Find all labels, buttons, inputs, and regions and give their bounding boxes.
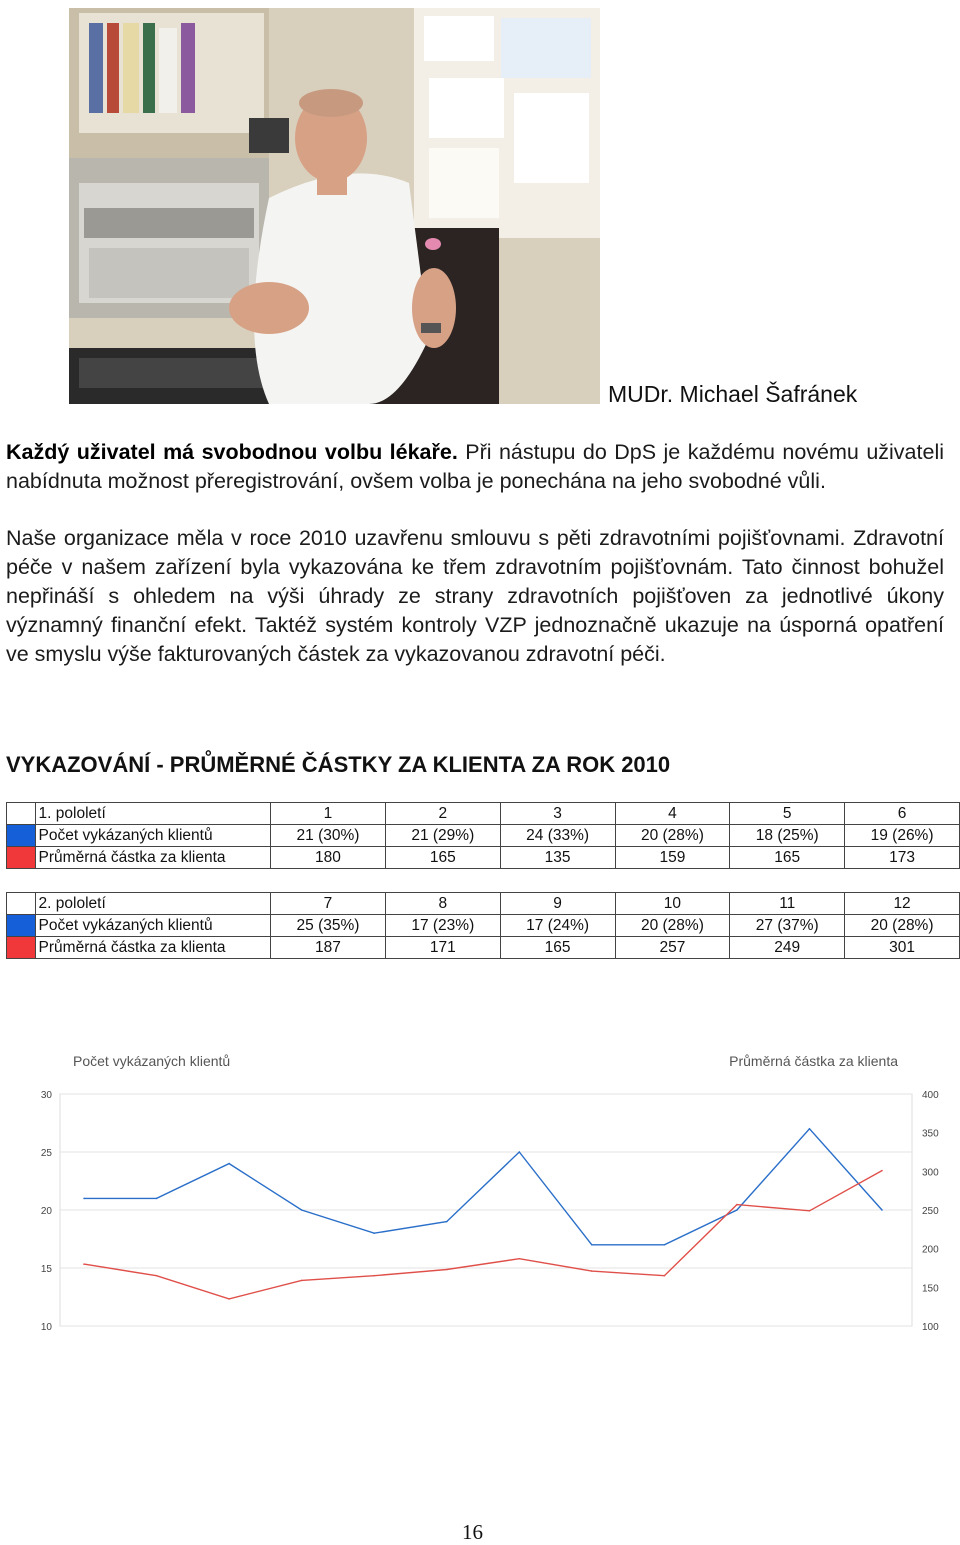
month-cell: 3 — [500, 803, 615, 825]
month-cell: 7 — [271, 893, 386, 915]
value-cell: 17 (24%) — [500, 915, 615, 937]
paragraph-insurance: Naše organizace měla v roce 2010 uzavřenu smlouvu s pěti zdravotními pojišťovnami. Zdravotní péče v našem zařízení byla vykazována ke třem zdravotním pojišťovnám. Tato činnost bohužel nepřináší s ohledem na výši úhrady ze strany zdravotních pojišťoven za jednotlivé úkony významný finanční efekt. Taktéž systém kontroly VZP jednoznačně ukazuje na úsporná opatření ve smyslu výše fakturovaných částek za vykazovanou zdravotní péči. — [6, 526, 944, 666]
point-average — [228, 1298, 230, 1300]
value-cell: 25 (35%) — [271, 915, 386, 937]
point-average — [446, 1269, 448, 1271]
value-cell: 21 (29%) — [385, 825, 500, 847]
point-clients — [156, 1198, 158, 1200]
value-cell: 17 (23%) — [385, 915, 500, 937]
month-cell: 11 — [730, 893, 845, 915]
table-row — [7, 803, 960, 825]
month-cell: 8 — [385, 893, 500, 915]
value-cell: 19 (26%) — [845, 825, 960, 847]
point-clients — [881, 1209, 883, 1211]
month-cell: 12 — [845, 893, 960, 915]
left-tick-label: 15 — [40, 1264, 52, 1275]
point-average — [664, 1275, 666, 1277]
point-average — [156, 1275, 158, 1277]
point-clients — [446, 1221, 448, 1223]
paragraph-free-choice — [6, 438, 944, 496]
point-clients — [664, 1244, 666, 1246]
left-tick-label: 20 — [40, 1206, 52, 1217]
value-cell: 257 — [615, 937, 730, 959]
value-cell: 21 (30%) — [271, 825, 386, 847]
point-average — [301, 1280, 303, 1282]
section-heading: VYKAZOVÁNÍ - PRŮMĚRNÉ ČÁSTKY ZA KLIENTA ZA ROK 2010 — [6, 752, 671, 777]
table-row — [7, 937, 960, 959]
value-cell: 180 — [271, 847, 386, 869]
point-average — [809, 1210, 811, 1212]
point-clients — [591, 1244, 593, 1246]
point-average — [518, 1258, 520, 1260]
point-average — [591, 1270, 593, 1272]
left-tick-label: 30 — [40, 1090, 52, 1101]
month-cell: 6 — [845, 803, 960, 825]
month-cell: 10 — [615, 893, 730, 915]
point-average — [373, 1275, 375, 1277]
legend-blank — [7, 803, 36, 825]
table-row — [7, 825, 960, 847]
value-cell: 249 — [730, 937, 845, 959]
value-cell: 24 (33%) — [500, 825, 615, 847]
table-row — [7, 915, 960, 937]
legend-swatch-red — [7, 847, 36, 869]
point-average — [881, 1170, 883, 1172]
row-label: Počet vykázaných klientů — [35, 825, 271, 847]
legend-swatch-red — [7, 937, 36, 959]
period-label: 1. pololetí — [35, 803, 271, 825]
value-cell: 165 — [500, 937, 615, 959]
value-cell: 187 — [271, 937, 386, 959]
point-clients — [301, 1209, 303, 1211]
right-tick-label: 300 — [922, 1167, 939, 1179]
dual-axis-line-chart — [18, 1040, 954, 1342]
value-cell: 18 (25%) — [730, 825, 845, 847]
month-cell: 5 — [730, 803, 845, 825]
value-cell: 20 (28%) — [845, 915, 960, 937]
value-cell: 165 — [385, 847, 500, 869]
month-cell: 1 — [271, 803, 386, 825]
value-cell: 173 — [845, 847, 960, 869]
legend-swatch-blue — [7, 825, 36, 847]
legend-left-series: Počet vykázaných klientů — [73, 1053, 231, 1069]
value-cell: 20 (28%) — [615, 825, 730, 847]
right-tick-label: 150 — [922, 1283, 939, 1295]
point-average — [83, 1263, 85, 1265]
paragraph-free-choice-text: Při nástupu do DpS je každému novému uživateli nabídnuta možnost přeregistrování, ovšem volba je ponechána na jeho svobodné vůli. — [6, 440, 944, 493]
value-cell: 165 — [730, 847, 845, 869]
point-clients — [736, 1209, 738, 1211]
left-tick-label: 25 — [40, 1148, 52, 1159]
value-cell: 20 (28%) — [615, 915, 730, 937]
row-label: Průměrná částka za klienta — [35, 937, 271, 959]
point-clients — [518, 1151, 520, 1153]
period-label: 2. pololetí — [35, 893, 271, 915]
table-first-half — [6, 802, 960, 869]
paragraph-free-choice-bold: Každý uživatel má svobodnou volbu lékaře. — [6, 440, 458, 464]
point-clients — [83, 1198, 85, 1200]
value-cell: 159 — [615, 847, 730, 869]
legend-swatch-blue — [7, 915, 36, 937]
photo-illustration — [69, 8, 600, 404]
doctor-photo — [69, 8, 600, 404]
value-cell: 135 — [500, 847, 615, 869]
point-clients — [373, 1232, 375, 1234]
month-cell: 9 — [500, 893, 615, 915]
value-cell: 171 — [385, 937, 500, 959]
right-tick-label: 250 — [922, 1206, 939, 1217]
month-cell: 4 — [615, 803, 730, 825]
right-tick-label: 350 — [922, 1128, 939, 1140]
page-number: 16 — [462, 1520, 483, 1544]
point-clients — [809, 1128, 811, 1130]
value-cell: 301 — [845, 937, 960, 959]
table-row — [7, 893, 960, 915]
right-tick-label: 200 — [922, 1244, 939, 1256]
photo-caption: MUDr. Michael Šafránek — [608, 381, 858, 407]
table-second-half — [6, 892, 960, 959]
point-clients — [228, 1163, 230, 1165]
right-tick-label: 400 — [922, 1090, 939, 1101]
point-average — [736, 1204, 738, 1206]
right-tick-label: 100 — [922, 1322, 939, 1333]
row-label: Průměrná částka za klienta — [35, 847, 271, 869]
left-tick-label: 10 — [40, 1322, 52, 1333]
legend-blank — [7, 893, 36, 915]
row-label: Počet vykázaných klientů — [35, 915, 271, 937]
month-cell: 2 — [385, 803, 500, 825]
legend-right-series: Průměrná částka za klienta — [729, 1053, 898, 1069]
table-row — [7, 847, 960, 869]
value-cell: 27 (37%) — [730, 915, 845, 937]
